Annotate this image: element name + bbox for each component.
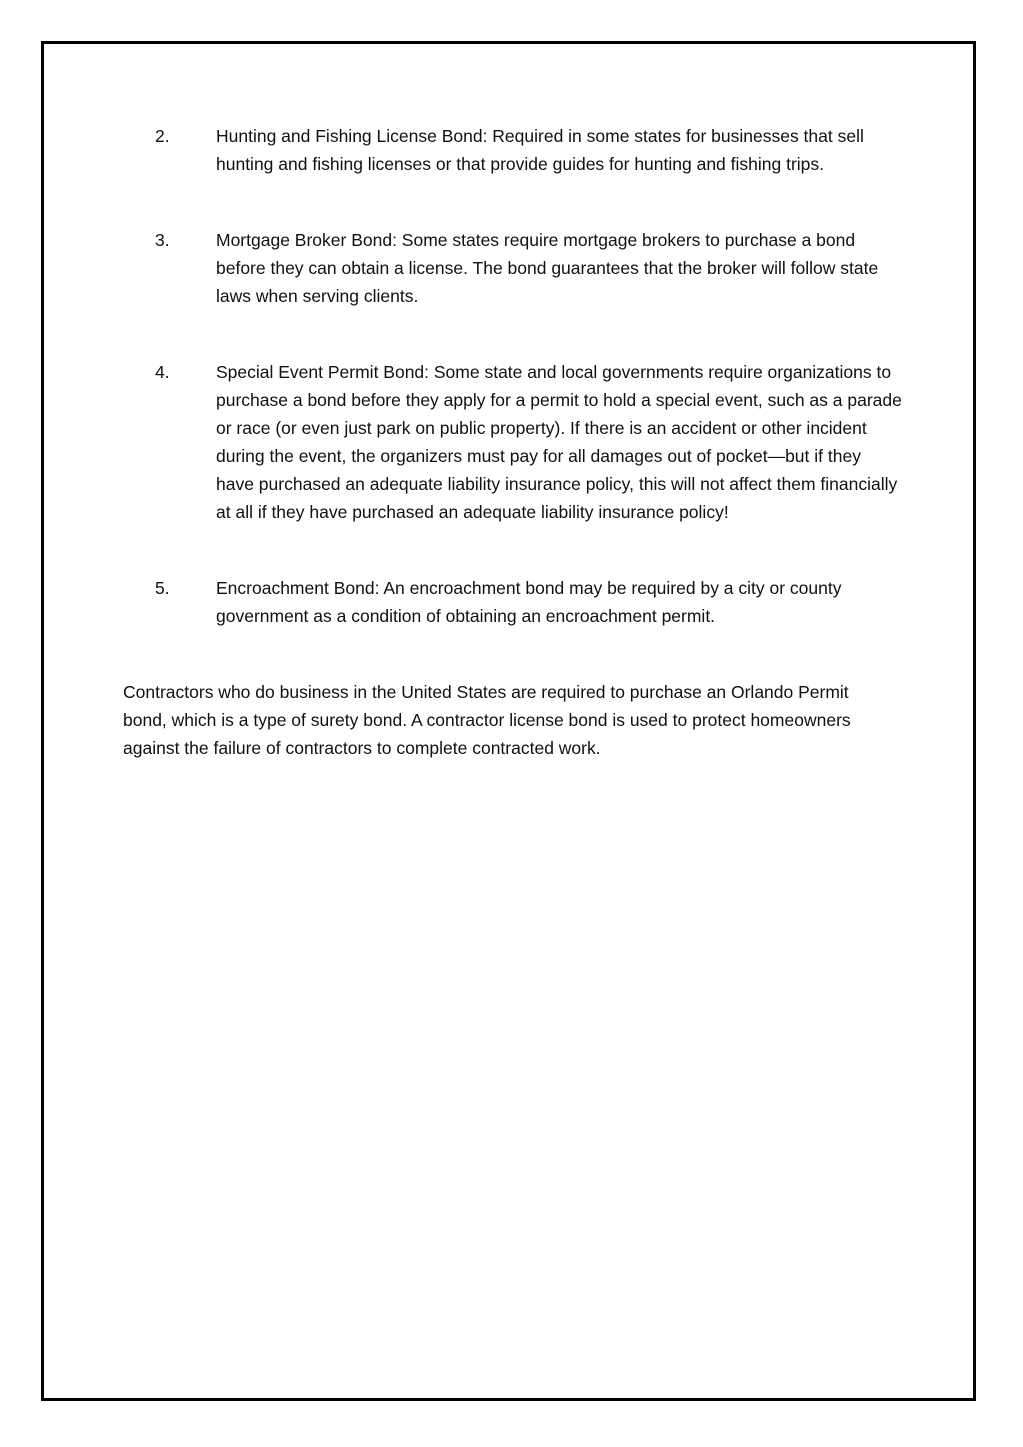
closing-paragraph: Contractors who do business in the United States are required to purchase an Orlando Permit bond, which is a type of surety bond. A contractor license bond is used to protect homeowners against the failure of contractors to complete contracted work. <box>123 682 851 758</box>
list-number: 3. <box>155 230 170 250</box>
list-item <box>123 226 903 310</box>
list-number: 5. <box>155 578 170 598</box>
list-number: 4. <box>155 362 170 382</box>
document-body <box>123 122 903 762</box>
list-text: Mortgage Broker Bond: Some states require mortgage brokers to purchase a bond before they can obtain a license. The bond guarantees that the broker will follow state laws when serving clients. <box>216 230 879 306</box>
list-text: Hunting and Fishing License Bond: Required in some states for businesses that sell hunting and fishing licenses or that provide guides for hunting and fishing trips. <box>216 126 864 174</box>
list-text: Encroachment Bond: An encroachment bond may be required by a city or county government as a condition of obtaining an encroachment permit. <box>216 578 842 626</box>
list-number: 2. <box>155 126 170 146</box>
list-item <box>123 122 903 178</box>
list-item <box>123 574 903 630</box>
list-text: Special Event Permit Bond: Some state and local governments require organizations to purchase a bond before they apply for a permit to hold a special event, such as a parade or race (or even just park on public property). If there is an accident or other incident during the event, the organizers must pay for all damages out of pocket—but if they have purchased an adequate liability insurance policy, this will not affect them financially at all if they have purchased an adequate liability insurance policy! <box>216 362 902 522</box>
list-item <box>123 358 903 526</box>
